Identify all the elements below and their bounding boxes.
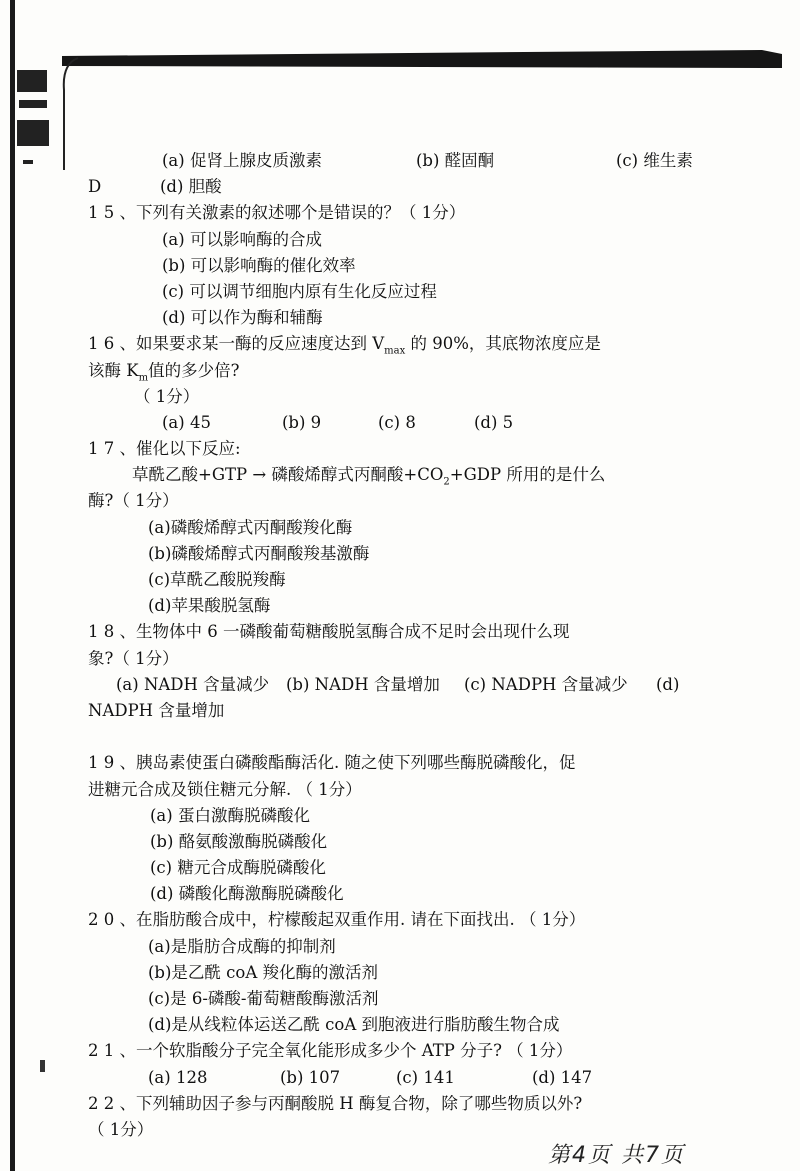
q15-option-c: (c) 可以调节细胞内原有生化反应过程 <box>162 281 437 301</box>
q17-reaction <box>88 462 698 488</box>
q16-stem-a: 1 6 、如果要求某一酶的反应速度达到 V <box>88 334 385 354</box>
q15-option-d: (d) 可以作为酶和辅酶 <box>162 308 323 328</box>
q14-option-a: (a) 促肾上腺皮质激素 <box>162 151 322 170</box>
q14-options-row-2 <box>88 174 698 200</box>
q15-stem: 1 5 、下列有关激素的叙述哪个是错误的？（ 1分） <box>88 203 466 223</box>
q19-option-d: (d) 磷酸化酶激酶脱磷酸化 <box>150 884 344 904</box>
q16-option-b: (b) 9 <box>282 412 322 432</box>
q17-stem-2: 酶?（ 1分） <box>88 491 179 511</box>
q14-options-row <box>88 148 698 174</box>
q17-option-d: (d)苹果酸脱氢酶 <box>148 596 271 616</box>
q21-options-row <box>88 1065 698 1091</box>
q18-stem-1: 1 8 、生物体中 6 一磷酸葡萄糖酸脱氢酶合成不足时会出现什么现 <box>88 622 570 642</box>
q21-option-b: (b) 107 <box>280 1067 341 1087</box>
q18-option-d-cont: NADPH 含量增加 <box>88 700 225 720</box>
q19-stem-1: 1 9 、胰岛素使蛋白磷酸酯酶活化. 随之使下列哪些酶脱磷酸化，促 <box>88 753 576 773</box>
q16-stem-c: 该酶 K <box>88 360 139 380</box>
q22-stem-1: 2 2 、下列辅助因子参与丙酮酸脱 H 酶复合物，除了哪些物质以外? <box>88 1093 583 1113</box>
scan-top-band <box>62 50 782 72</box>
q18-option-d: (d) <box>656 674 680 694</box>
q21-option-d: (d) 147 <box>532 1067 593 1087</box>
q17-reaction-a: 草酰乙酸+GTP → 磷酸烯醇式丙酮酸+CO <box>132 465 444 485</box>
q18-option-a: (a) NADH 含量减少 <box>116 674 270 694</box>
q17-co2-sub: 2 <box>443 476 450 488</box>
q20-option-b: (b)是乙酰 coA 羧化酶的激活剂 <box>148 962 379 982</box>
q16-score: （ 1分） <box>134 386 200 406</box>
exam-page <box>88 148 698 1143</box>
q20-stem: 2 0 、在脂肪酸合成中，柠檬酸起双重作用. 请在下面找出. （ 1分） <box>88 910 586 930</box>
q14-option-c-cont: D <box>88 177 102 197</box>
q16-vmax-sub: max <box>384 345 406 357</box>
q17-option-b: (b)磷酸烯醇式丙酮酸羧基激酶 <box>148 543 370 563</box>
q20-option-c: (c)是 6-磷酸-葡萄糖酸酶激活剂 <box>148 989 379 1008</box>
q14-option-c: (c) 维生素 <box>616 151 693 170</box>
q22-stem-2: （ 1分） <box>88 1119 154 1139</box>
scan-left-edge <box>10 0 15 1171</box>
q16-stem-d: 值的多少倍? <box>148 360 240 380</box>
q21-stem: 2 1 、一个软脂酸分子完全氧化能形成多少个 ATP 分子? （ 1分） <box>88 1041 573 1061</box>
q16-option-c: (c) 8 <box>378 412 416 432</box>
q16-options-row <box>88 410 698 436</box>
q14-option-b: (b) 醛固酮 <box>416 151 495 170</box>
q16-option-a: (a) 45 <box>162 412 211 432</box>
q15-option-b: (b) 可以影响酶的催化效率 <box>162 255 356 275</box>
q15-option-a: (a) 可以影响酶的合成 <box>162 229 322 249</box>
q17-stem: 1 7 、催化以下反应: <box>88 439 241 459</box>
page-number-handwritten: 第4页 共7页 <box>548 1143 685 1168</box>
q18-option-b: (b) NADH 含量增加 <box>286 674 440 694</box>
q21-option-a: (a) 128 <box>148 1067 208 1087</box>
q20-option-d: (d)是从线粒体运送乙酰 coA 到胞液进行脂肪酸生物合成 <box>148 1015 560 1035</box>
q17-reaction-b: +GDP 所用的是什么 <box>449 465 606 485</box>
q19-stem-2: 进糖元合成及锁住糖元分解. （ 1分） <box>88 779 362 799</box>
q16-km-sub: m <box>138 371 149 383</box>
q18-option-c: (c) NADPH 含量减少 <box>464 674 628 694</box>
q19-option-a: (a) 蛋白激酶脱磷酸化 <box>150 805 310 825</box>
q18-options-row <box>88 672 698 698</box>
scan-corner <box>40 50 80 174</box>
q14-option-d: (d) 胆酸 <box>160 177 222 197</box>
blank-line <box>88 724 698 750</box>
q16-stem-line-2 <box>88 358 698 384</box>
q21-option-c: (c) 141 <box>396 1067 455 1087</box>
q16-stem-b: 的 90%，其底物浓度应是 <box>405 334 601 354</box>
q19-option-b: (b) 酪氨酸激酶脱磷酸化 <box>150 831 328 851</box>
q16-stem-line-1 <box>88 331 698 357</box>
q20-option-a: (a)是脂肪合成酶的抑制剂 <box>148 936 336 956</box>
q16-option-d: (d) 5 <box>474 412 514 432</box>
q17-option-c: (c)草酰乙酸脱羧酶 <box>148 570 286 589</box>
q18-stem-2: 象?（ 1分） <box>88 648 179 668</box>
q17-option-a: (a)磷酸烯醇式丙酮酸羧化酶 <box>148 517 353 537</box>
q19-option-c: (c) 糖元合成酶脱磷酸化 <box>150 858 326 878</box>
scan-stray-mark <box>40 1060 45 1072</box>
